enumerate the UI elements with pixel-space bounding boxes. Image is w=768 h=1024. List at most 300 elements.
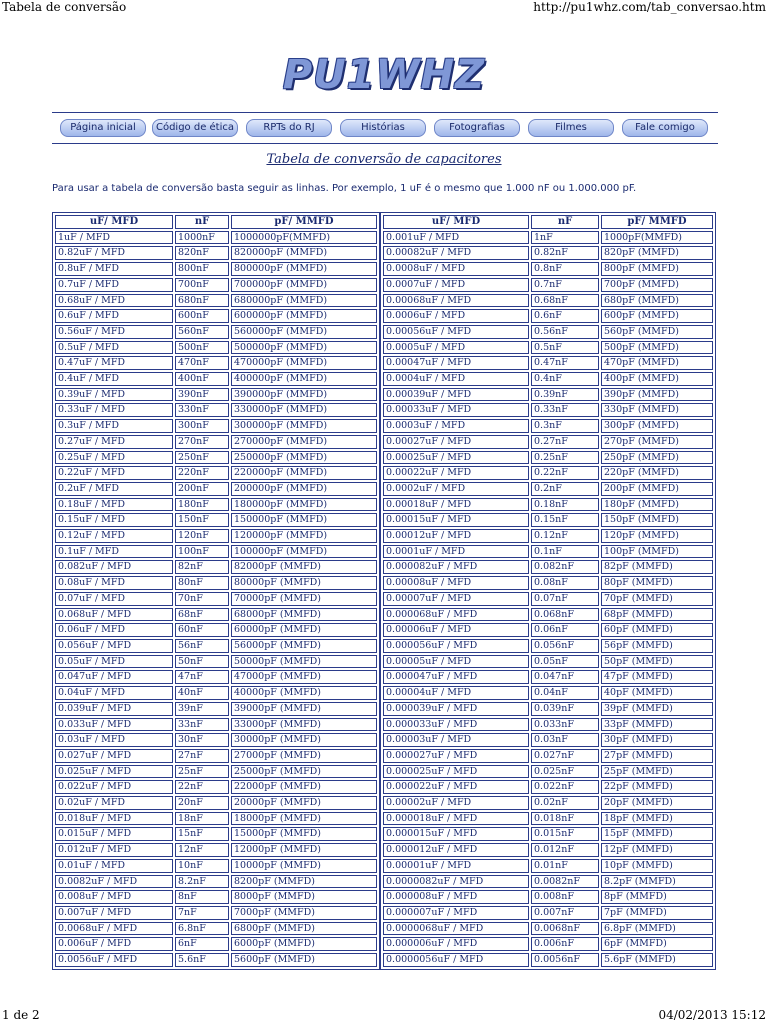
cell-pf: 8pF (MMFD) bbox=[601, 890, 713, 904]
cell-pf: 30pF (MMFD) bbox=[601, 733, 713, 747]
cell-nf: 820nF bbox=[175, 246, 229, 260]
table-header-row bbox=[55, 215, 377, 229]
cell-uf: 0.0006uF / MFD bbox=[383, 309, 529, 323]
cell-uf: 0.00025uF / MFD bbox=[383, 451, 529, 465]
cell-pf: 50pF (MMFD) bbox=[601, 655, 713, 669]
table-row bbox=[383, 435, 713, 449]
cell-nf: 0.1nF bbox=[531, 545, 599, 559]
cell-nf: 0.039nF bbox=[531, 702, 599, 716]
table-row bbox=[55, 545, 377, 559]
cell-pf: 180pF (MMFD) bbox=[601, 498, 713, 512]
cell-uf: 0.00068uF / MFD bbox=[383, 294, 529, 308]
table-row bbox=[55, 403, 377, 417]
cell-uf: 0.00033uF / MFD bbox=[383, 403, 529, 417]
cell-pf: 40pF (MMFD) bbox=[601, 686, 713, 700]
cell-nf: 0.8nF bbox=[531, 262, 599, 276]
table-row bbox=[383, 906, 713, 920]
cell-uf: 0.000082uF / MFD bbox=[383, 560, 529, 574]
table-row bbox=[55, 341, 377, 355]
table-row bbox=[383, 341, 713, 355]
table-row bbox=[55, 246, 377, 260]
cell-nf: 0.0082nF bbox=[531, 875, 599, 889]
cell-nf: 0.03nF bbox=[531, 733, 599, 747]
table-row bbox=[55, 859, 377, 873]
cell-uf: 0.00006uF / MFD bbox=[383, 623, 529, 637]
table-row bbox=[383, 356, 713, 370]
cell-pf: 15pF (MMFD) bbox=[601, 827, 713, 841]
cell-nf: 560nF bbox=[175, 325, 229, 339]
cell-pf: 27000pF (MMFD) bbox=[231, 749, 377, 763]
cell-uf: 0.00003uF / MFD bbox=[383, 733, 529, 747]
cell-nf: 10nF bbox=[175, 859, 229, 873]
cell-nf: 40nF bbox=[175, 686, 229, 700]
cell-uf: 0.022uF / MFD bbox=[55, 780, 173, 794]
table-row bbox=[55, 702, 377, 716]
cell-pf: 7000pF (MMFD) bbox=[231, 906, 377, 920]
cell-pf: 68000pF (MMFD) bbox=[231, 608, 377, 622]
cell-nf: 33nF bbox=[175, 718, 229, 732]
cell-nf: 0.015nF bbox=[531, 827, 599, 841]
cell-pf: 400pF (MMFD) bbox=[601, 372, 713, 386]
cell-uf: 0.5uF / MFD bbox=[55, 341, 173, 355]
nav-historias[interactable]: Histórias bbox=[340, 119, 426, 137]
cell-uf: 0.000068uF / MFD bbox=[383, 608, 529, 622]
table-row bbox=[55, 623, 377, 637]
cell-pf: 22000pF (MMFD) bbox=[231, 780, 377, 794]
cell-nf: 0.5nF bbox=[531, 341, 599, 355]
cell-uf: 0.00018uF / MFD bbox=[383, 498, 529, 512]
cell-nf: 0.22nF bbox=[531, 466, 599, 480]
table-row bbox=[55, 560, 377, 574]
cell-pf: 390pF (MMFD) bbox=[601, 388, 713, 402]
table-row bbox=[383, 498, 713, 512]
header-pf: pF/ MMFD bbox=[231, 215, 377, 229]
table-row bbox=[383, 859, 713, 873]
print-header bbox=[0, 0, 768, 16]
cell-nf: 0.082nF bbox=[531, 560, 599, 574]
cell-pf: 82pF (MMFD) bbox=[601, 560, 713, 574]
cell-uf: 0.0068uF / MFD bbox=[55, 922, 173, 936]
cell-uf: 0.000025uF / MFD bbox=[383, 765, 529, 779]
cell-nf: 0.0068nF bbox=[531, 922, 599, 936]
nav-pagina-inicial[interactable]: Página inicial bbox=[60, 119, 146, 137]
table-row bbox=[55, 733, 377, 747]
cell-uf: 0.0008uF / MFD bbox=[383, 262, 529, 276]
cell-pf: 6800pF (MMFD) bbox=[231, 922, 377, 936]
table-row bbox=[55, 529, 377, 543]
cell-nf: 0.56nF bbox=[531, 325, 599, 339]
table-row bbox=[55, 765, 377, 779]
cell-uf: 0.025uF / MFD bbox=[55, 765, 173, 779]
cell-nf: 39nF bbox=[175, 702, 229, 716]
cell-uf: 0.001uF / MFD bbox=[383, 231, 529, 245]
cell-pf: 120000pF (MMFD) bbox=[231, 529, 377, 543]
cell-uf: 0.0003uF / MFD bbox=[383, 419, 529, 433]
cell-uf: 0.0056uF / MFD bbox=[55, 953, 173, 967]
cell-pf: 12000pF (MMFD) bbox=[231, 843, 377, 857]
cell-uf: 0.03uF / MFD bbox=[55, 733, 173, 747]
table-row bbox=[383, 749, 713, 763]
cell-nf: 0.022nF bbox=[531, 780, 599, 794]
header-nf: nF bbox=[175, 215, 229, 229]
cell-nf: 5.6nF bbox=[175, 953, 229, 967]
cell-nf: 0.07nF bbox=[531, 592, 599, 606]
cell-pf: 6000pF (MMFD) bbox=[231, 937, 377, 951]
cell-nf: 0.006nF bbox=[531, 937, 599, 951]
cell-uf: 0.39uF / MFD bbox=[55, 388, 173, 402]
nav-codigo-de-etica[interactable]: Código de ética bbox=[152, 119, 238, 137]
cell-uf: 0.7uF / MFD bbox=[55, 278, 173, 292]
cell-nf: 30nF bbox=[175, 733, 229, 747]
site-logo[interactable]: PU1WHZ bbox=[282, 52, 486, 98]
header-nf: nF bbox=[531, 215, 599, 229]
cell-pf: 820000pF (MMFD) bbox=[231, 246, 377, 260]
nav-rpts-do-rj[interactable]: RPTs do RJ bbox=[246, 119, 332, 137]
cell-nf: 8.2nF bbox=[175, 875, 229, 889]
cell-uf: 0.008uF / MFD bbox=[55, 890, 173, 904]
cell-nf: 0.15nF bbox=[531, 513, 599, 527]
table-row bbox=[383, 325, 713, 339]
cell-nf: 400nF bbox=[175, 372, 229, 386]
cell-nf: 100nF bbox=[175, 545, 229, 559]
cell-uf: 0.015uF / MFD bbox=[55, 827, 173, 841]
conversion-table-right bbox=[380, 212, 716, 970]
cell-nf: 0.25nF bbox=[531, 451, 599, 465]
table-row bbox=[383, 545, 713, 559]
cell-nf: 1000nF bbox=[175, 231, 229, 245]
cell-pf: 330000pF (MMFD) bbox=[231, 403, 377, 417]
table-row bbox=[383, 718, 713, 732]
cell-nf: 0.08nF bbox=[531, 576, 599, 590]
cell-uf: 0.068uF / MFD bbox=[55, 608, 173, 622]
table-row bbox=[383, 419, 713, 433]
cell-pf: 60000pF (MMFD) bbox=[231, 623, 377, 637]
table-row bbox=[383, 482, 713, 496]
cell-uf: 0.0004uF / MFD bbox=[383, 372, 529, 386]
nav-fotografias[interactable]: Fotografias bbox=[434, 119, 520, 137]
table-row bbox=[383, 309, 713, 323]
cell-uf: 0.07uF / MFD bbox=[55, 592, 173, 606]
divider-top bbox=[52, 112, 718, 113]
cell-uf: 0.15uF / MFD bbox=[55, 513, 173, 527]
cell-uf: 0.000007uF / MFD bbox=[383, 906, 529, 920]
cell-uf: 0.00008uF / MFD bbox=[383, 576, 529, 590]
cell-pf: 10pF (MMFD) bbox=[601, 859, 713, 873]
cell-pf: 10000pF (MMFD) bbox=[231, 859, 377, 873]
table-row bbox=[383, 513, 713, 527]
nav-fale-comigo[interactable]: Fale comigo bbox=[622, 119, 708, 137]
cell-uf: 0.18uF / MFD bbox=[55, 498, 173, 512]
cell-nf: 0.4nF bbox=[531, 372, 599, 386]
cell-pf: 800000pF (MMFD) bbox=[231, 262, 377, 276]
table-row bbox=[55, 655, 377, 669]
table-row bbox=[55, 906, 377, 920]
cell-pf: 180000pF (MMFD) bbox=[231, 498, 377, 512]
cell-uf: 0.00027uF / MFD bbox=[383, 435, 529, 449]
cell-uf: 0.000033uF / MFD bbox=[383, 718, 529, 732]
cell-uf: 0.000012uF / MFD bbox=[383, 843, 529, 857]
cell-uf: 0.00007uF / MFD bbox=[383, 592, 529, 606]
cell-nf: 250nF bbox=[175, 451, 229, 465]
cell-nf: 150nF bbox=[175, 513, 229, 527]
cell-uf: 0.039uF / MFD bbox=[55, 702, 173, 716]
conversion-table-left bbox=[52, 212, 380, 970]
cell-nf: 0.7nF bbox=[531, 278, 599, 292]
cell-nf: 500nF bbox=[175, 341, 229, 355]
table-row bbox=[383, 231, 713, 245]
cell-pf: 270000pF (MMFD) bbox=[231, 435, 377, 449]
cell-uf: 0.0001uF / MFD bbox=[383, 545, 529, 559]
table-row bbox=[383, 639, 713, 653]
table-row bbox=[383, 262, 713, 276]
cell-pf: 250000pF (MMFD) bbox=[231, 451, 377, 465]
cell-pf: 470000pF (MMFD) bbox=[231, 356, 377, 370]
cell-uf: 0.000015uF / MFD bbox=[383, 827, 529, 841]
cell-pf: 47000pF (MMFD) bbox=[231, 670, 377, 684]
cell-uf: 0.01uF / MFD bbox=[55, 859, 173, 873]
cell-nf: 680nF bbox=[175, 294, 229, 308]
cell-pf: 150000pF (MMFD) bbox=[231, 513, 377, 527]
table-row bbox=[55, 937, 377, 951]
cell-pf: 7pF (MMFD) bbox=[601, 906, 713, 920]
cell-pf: 8.2pF (MMFD) bbox=[601, 875, 713, 889]
table-row bbox=[55, 827, 377, 841]
cell-nf: 27nF bbox=[175, 749, 229, 763]
cell-uf: 0.27uF / MFD bbox=[55, 435, 173, 449]
cell-uf: 0.000039uF / MFD bbox=[383, 702, 529, 716]
cell-pf: 1000pF(MMFD) bbox=[601, 231, 713, 245]
page-title: Tabela de conversão de capacitores bbox=[266, 152, 502, 167]
cell-uf: 0.00015uF / MFD bbox=[383, 513, 529, 527]
cell-uf: 0.12uF / MFD bbox=[55, 529, 173, 543]
table-row bbox=[55, 812, 377, 826]
cell-nf: 330nF bbox=[175, 403, 229, 417]
cell-pf: 100pF (MMFD) bbox=[601, 545, 713, 559]
cell-nf: 6nF bbox=[175, 937, 229, 951]
cell-uf: 0.006uF / MFD bbox=[55, 937, 173, 951]
divider-bottom bbox=[52, 143, 718, 144]
table-row bbox=[383, 388, 713, 402]
cell-nf: 0.018nF bbox=[531, 812, 599, 826]
cell-nf: 0.02nF bbox=[531, 796, 599, 810]
cell-pf: 120pF (MMFD) bbox=[601, 529, 713, 543]
table-row bbox=[383, 686, 713, 700]
intro-text: Para usar a tabela de conversão basta seguir as linhas. Por exemplo, 1 uF é o mesmo que 1.000 nF ou 1.000.000 pF. bbox=[52, 183, 637, 194]
cell-pf: 250pF (MMFD) bbox=[601, 451, 713, 465]
table-row bbox=[383, 655, 713, 669]
cell-nf: 0.027nF bbox=[531, 749, 599, 763]
cell-nf: 0.6nF bbox=[531, 309, 599, 323]
cell-pf: 39000pF (MMFD) bbox=[231, 702, 377, 716]
cell-pf: 700pF (MMFD) bbox=[601, 278, 713, 292]
table-row bbox=[383, 278, 713, 292]
table-row bbox=[55, 796, 377, 810]
cell-nf: 300nF bbox=[175, 419, 229, 433]
table-row bbox=[55, 718, 377, 732]
cell-pf: 39pF (MMFD) bbox=[601, 702, 713, 716]
cell-uf: 0.4uF / MFD bbox=[55, 372, 173, 386]
cell-pf: 68pF (MMFD) bbox=[601, 608, 713, 622]
table-row bbox=[55, 843, 377, 857]
cell-uf: 0.000022uF / MFD bbox=[383, 780, 529, 794]
cell-pf: 47pF (MMFD) bbox=[601, 670, 713, 684]
cell-uf: 0.00022uF / MFD bbox=[383, 466, 529, 480]
cell-uf: 0.0005uF / MFD bbox=[383, 341, 529, 355]
table-row bbox=[55, 309, 377, 323]
cell-pf: 220000pF (MMFD) bbox=[231, 466, 377, 480]
cell-nf: 0.2nF bbox=[531, 482, 599, 496]
cell-uf: 0.8uF / MFD bbox=[55, 262, 173, 276]
header-uf: uF/ MFD bbox=[55, 215, 173, 229]
cell-nf: 220nF bbox=[175, 466, 229, 480]
table-row bbox=[55, 498, 377, 512]
table-row bbox=[383, 372, 713, 386]
print-url: http://pu1whz.com/tab_conversao.htm bbox=[533, 0, 766, 14]
table-row bbox=[383, 812, 713, 826]
cell-uf: 0.56uF / MFD bbox=[55, 325, 173, 339]
table-row bbox=[55, 513, 377, 527]
cell-nf: 47nF bbox=[175, 670, 229, 684]
cell-uf: 0.047uF / MFD bbox=[55, 670, 173, 684]
cell-uf: 0.033uF / MFD bbox=[55, 718, 173, 732]
cell-uf: 0.02uF / MFD bbox=[55, 796, 173, 810]
cell-uf: 0.000027uF / MFD bbox=[383, 749, 529, 763]
cell-uf: 1uF / MFD bbox=[55, 231, 173, 245]
table-row bbox=[55, 451, 377, 465]
cell-pf: 390000pF (MMFD) bbox=[231, 388, 377, 402]
cell-pf: 800pF (MMFD) bbox=[601, 262, 713, 276]
table-row bbox=[383, 403, 713, 417]
cell-uf: 0.056uF / MFD bbox=[55, 639, 173, 653]
table-row bbox=[55, 780, 377, 794]
cell-pf: 18pF (MMFD) bbox=[601, 812, 713, 826]
cell-pf: 8000pF (MMFD) bbox=[231, 890, 377, 904]
cell-uf: 0.0007uF / MFD bbox=[383, 278, 529, 292]
cell-uf: 0.000006uF / MFD bbox=[383, 937, 529, 951]
table-row bbox=[55, 953, 377, 967]
cell-uf: 0.00056uF / MFD bbox=[383, 325, 529, 339]
cell-pf: 80000pF (MMFD) bbox=[231, 576, 377, 590]
cell-uf: 0.00082uF / MFD bbox=[383, 246, 529, 260]
cell-uf: 0.1uF / MFD bbox=[55, 545, 173, 559]
cell-nf: 0.82nF bbox=[531, 246, 599, 260]
table-row bbox=[55, 922, 377, 936]
cell-nf: 0.47nF bbox=[531, 356, 599, 370]
print-footer bbox=[0, 1006, 768, 1024]
table-row bbox=[55, 686, 377, 700]
cell-nf: 56nF bbox=[175, 639, 229, 653]
header-pf: pF/ MMFD bbox=[601, 215, 713, 229]
cell-pf: 220pF (MMFD) bbox=[601, 466, 713, 480]
cell-nf: 18nF bbox=[175, 812, 229, 826]
cell-uf: 0.000008uF / MFD bbox=[383, 890, 529, 904]
cell-pf: 70pF (MMFD) bbox=[601, 592, 713, 606]
cell-uf: 0.04uF / MFD bbox=[55, 686, 173, 700]
nav-filmes[interactable]: Filmes bbox=[528, 119, 614, 137]
cell-pf: 56pF (MMFD) bbox=[601, 639, 713, 653]
cell-pf: 150pF (MMFD) bbox=[601, 513, 713, 527]
table-row bbox=[383, 827, 713, 841]
table-row bbox=[55, 325, 377, 339]
table-row bbox=[383, 623, 713, 637]
cell-uf: 0.00012uF / MFD bbox=[383, 529, 529, 543]
table-row bbox=[55, 639, 377, 653]
cell-nf: 0.68nF bbox=[531, 294, 599, 308]
cell-pf: 18000pF (MMFD) bbox=[231, 812, 377, 826]
cell-nf: 120nF bbox=[175, 529, 229, 543]
cell-nf: 0.05nF bbox=[531, 655, 599, 669]
cell-pf: 600000pF (MMFD) bbox=[231, 309, 377, 323]
cell-nf: 470nF bbox=[175, 356, 229, 370]
cell-pf: 6.8pF (MMFD) bbox=[601, 922, 713, 936]
cell-uf: 0.0082uF / MFD bbox=[55, 875, 173, 889]
table-row bbox=[55, 466, 377, 480]
cell-nf: 80nF bbox=[175, 576, 229, 590]
cell-nf: 82nF bbox=[175, 560, 229, 574]
cell-nf: 200nF bbox=[175, 482, 229, 496]
cell-pf: 20000pF (MMFD) bbox=[231, 796, 377, 810]
cell-pf: 300pF (MMFD) bbox=[601, 419, 713, 433]
cell-pf: 270pF (MMFD) bbox=[601, 435, 713, 449]
table-row bbox=[383, 451, 713, 465]
cell-uf: 0.018uF / MFD bbox=[55, 812, 173, 826]
table-row bbox=[55, 875, 377, 889]
print-datetime: 04/02/2013 15:12 bbox=[658, 1008, 766, 1022]
cell-nf: 0.007nF bbox=[531, 906, 599, 920]
cell-uf: 0.47uF / MFD bbox=[55, 356, 173, 370]
table-row bbox=[383, 294, 713, 308]
cell-uf: 0.68uF / MFD bbox=[55, 294, 173, 308]
cell-pf: 470pF (MMFD) bbox=[601, 356, 713, 370]
print-title: Tabela de conversão bbox=[2, 0, 127, 14]
cell-uf: 0.000047uF / MFD bbox=[383, 670, 529, 684]
table-row bbox=[55, 278, 377, 292]
cell-nf: 6.8nF bbox=[175, 922, 229, 936]
cell-nf: 800nF bbox=[175, 262, 229, 276]
header-uf: uF/ MFD bbox=[383, 215, 529, 229]
cell-uf: 0.00005uF / MFD bbox=[383, 655, 529, 669]
cell-uf: 0.0002uF / MFD bbox=[383, 482, 529, 496]
cell-nf: 0.025nF bbox=[531, 765, 599, 779]
table-row bbox=[383, 608, 713, 622]
cell-pf: 20pF (MMFD) bbox=[601, 796, 713, 810]
cell-uf: 0.05uF / MFD bbox=[55, 655, 173, 669]
table-row bbox=[383, 780, 713, 794]
cell-pf: 1000000pF(MMFD) bbox=[231, 231, 377, 245]
table-row bbox=[55, 388, 377, 402]
table-row bbox=[55, 890, 377, 904]
table-row bbox=[55, 670, 377, 684]
cell-nf: 0.27nF bbox=[531, 435, 599, 449]
page-number: 1 de 2 bbox=[2, 1008, 40, 1022]
table-row bbox=[383, 922, 713, 936]
cell-pf: 25pF (MMFD) bbox=[601, 765, 713, 779]
cell-pf: 33pF (MMFD) bbox=[601, 718, 713, 732]
cell-uf: 0.22uF / MFD bbox=[55, 466, 173, 480]
cell-nf: 600nF bbox=[175, 309, 229, 323]
table-row bbox=[55, 482, 377, 496]
table-row bbox=[55, 294, 377, 308]
cell-nf: 20nF bbox=[175, 796, 229, 810]
cell-pf: 560000pF (MMFD) bbox=[231, 325, 377, 339]
table-row bbox=[383, 529, 713, 543]
cell-pf: 300000pF (MMFD) bbox=[231, 419, 377, 433]
cell-pf: 22pF (MMFD) bbox=[601, 780, 713, 794]
cell-pf: 56000pF (MMFD) bbox=[231, 639, 377, 653]
cell-nf: 0.068nF bbox=[531, 608, 599, 622]
table-row bbox=[383, 733, 713, 747]
cell-pf: 700000pF (MMFD) bbox=[231, 278, 377, 292]
